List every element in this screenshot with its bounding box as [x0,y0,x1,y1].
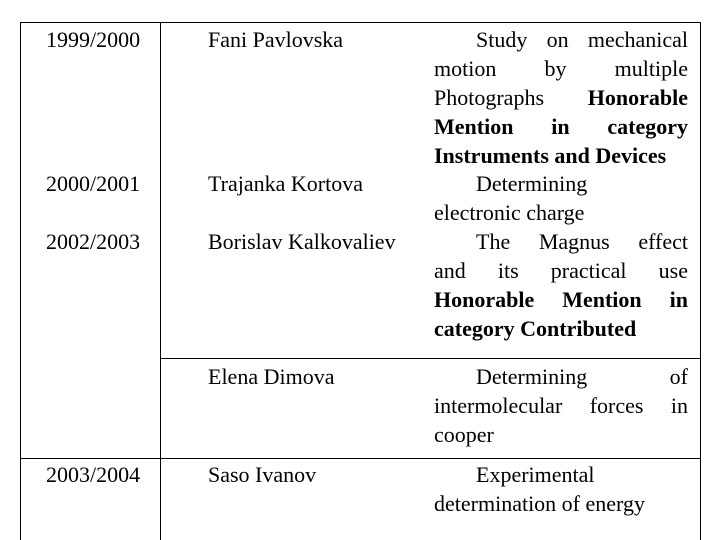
honorable-mention-text: Honorable [587,85,688,110]
row-divider [20,458,700,459]
award-text: Honorable Mention in [434,287,688,312]
description-line: Determining [476,171,588,196]
description-text: Photographs [434,85,544,110]
table-left-border [20,22,21,540]
year-cell: 2002/2003 [46,229,141,254]
student-name: Trajanka Kortova [208,171,363,196]
description-line: motion by multiple [434,56,688,81]
year-cell: 2000/2001 [46,171,141,196]
student-name: Borislav Kalkovaliev [208,229,396,254]
column-divider-year [160,22,161,540]
description-line: The Magnus effect [476,229,688,254]
award-text: Mention in category [434,114,688,139]
award-category: category Contributed [434,316,637,341]
project-description [434,362,688,449]
student-name: Elena Dimova [208,364,335,389]
description-line: Determining of [476,364,688,389]
description-line: and its practical use [434,258,688,283]
description-line [434,83,688,112]
project-description [434,169,688,227]
description-line: electronic charge [434,200,585,225]
year-cell: 1999/2000 [46,27,141,52]
description-line: intermolecular forces in [434,393,688,418]
student-name: Fani Pavlovska [208,27,344,52]
student-name: Saso Ivanov [208,462,317,487]
table-top-border [20,22,700,23]
project-description [434,25,688,170]
description-line: Experimental [476,462,595,487]
project-description [434,460,688,518]
award-category: Instruments and Devices [434,143,667,168]
description-line: cooper [434,422,494,447]
description-line: determination of energy [434,491,645,516]
table-right-border [700,22,701,540]
project-description [434,227,688,343]
row-divider [160,358,700,359]
description-line: Study on mechanical [476,27,688,52]
year-cell: 2003/2004 [46,462,141,487]
